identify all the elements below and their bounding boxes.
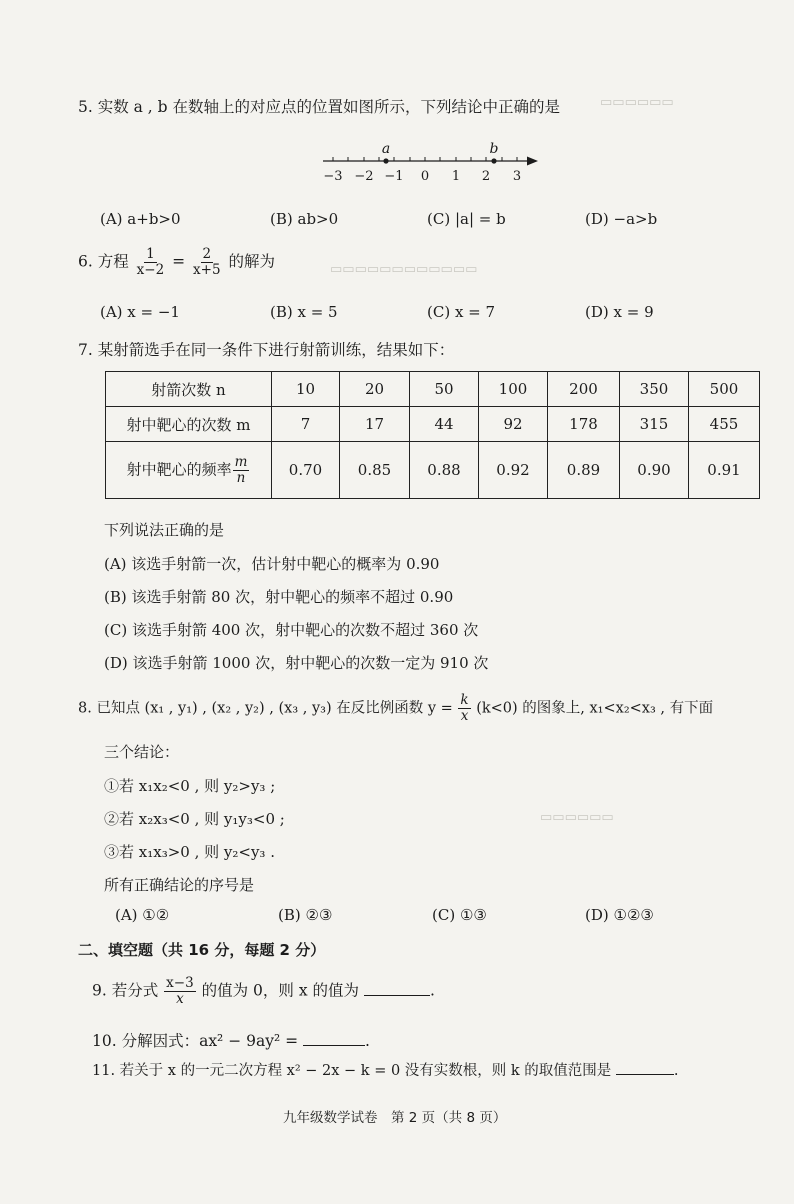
table-cell: 200 xyxy=(548,372,620,407)
q7-prompt: 下列说法正确的是 xyxy=(104,521,225,539)
q5-option-b: (B) ab>0 xyxy=(270,210,339,228)
axis-point-a-label: a xyxy=(381,141,391,157)
table-cell: 0.70 xyxy=(272,442,340,499)
q9-answer-blank[interactable] xyxy=(364,995,430,996)
q10-answer-blank[interactable] xyxy=(303,1045,365,1046)
q6-option-d: (D) x = 9 xyxy=(585,303,654,321)
q8-stem-part-c: 三个结论： xyxy=(104,743,180,761)
q5-option-c: (C) |a| = b xyxy=(427,210,506,228)
table-cell: 0.88 xyxy=(410,442,479,499)
q9-stem: 9. 若分式 $\frac{x-3}{x}$ 的值为 0，则 x 的值为 . xyxy=(92,975,435,1007)
table-cell: 17 xyxy=(340,407,410,442)
q6-fraction-2: $\frac{2}{x+5}$ xyxy=(193,246,221,278)
table-row xyxy=(106,407,760,442)
q5-option-a: (A) a+b>0 xyxy=(100,210,181,228)
row-label-attempts: 射箭次数 n xyxy=(106,372,272,407)
q8-option-d: (D) ①②③ xyxy=(585,906,654,924)
axis-tick-label: 1 xyxy=(451,169,461,184)
q11-text: 11. 若关于 x 的一元二次方程 x² − 2x − k = 0 没有实数根，则 k 的取值范围是 xyxy=(92,1063,612,1079)
q8-prompt: 所有正确结论的序号是 xyxy=(104,876,255,894)
q8-option-c: (C) ①③ xyxy=(432,906,487,924)
q10-text: 10. 分解因式：ax² − 9ay² = xyxy=(92,1032,299,1050)
q5-option-d: (D) −a>b xyxy=(585,210,658,228)
table-cell: 0.90 xyxy=(620,442,689,499)
axis-tick-label: 3 xyxy=(512,169,522,184)
q8-function-fraction: $\frac{k}{x}$ xyxy=(460,692,469,724)
bleed-through: ▭▭▭▭▭▭ xyxy=(600,95,674,110)
table-cell: 10 xyxy=(272,372,340,407)
table-cell: 0.91 xyxy=(689,442,760,499)
row-label-rate: 射中靶心的频率 $\frac{m}{n}$ xyxy=(106,442,272,499)
table-cell: 92 xyxy=(479,407,548,442)
section-title: 二、填空题（共 16 分，每题 2 分） xyxy=(78,941,326,959)
axis-tick-label: 0 xyxy=(420,169,430,184)
table-cell: 50 xyxy=(410,372,479,407)
axis-point-b-label: b xyxy=(489,141,499,157)
axis-tick-label: −3 xyxy=(323,169,343,184)
table-cell: 0.92 xyxy=(479,442,548,499)
q6-fraction-1: $\frac{1}{x-2}$ xyxy=(136,246,165,278)
table-cell: 0.85 xyxy=(340,442,410,499)
q6-option-a: (A) x = −1 xyxy=(100,303,180,321)
row-label-hits: 射中靶心的次数 m xyxy=(106,407,272,442)
q6-equals: = xyxy=(172,252,186,271)
archery-frequency-table xyxy=(105,371,760,499)
q11-stem: 11. 若关于 x 的一元二次方程 x² − 2x − k = 0 没有实数根，则 k 的取值范围是 . xyxy=(92,1063,679,1079)
number-line-diagram xyxy=(318,140,548,186)
table-cell: 20 xyxy=(340,372,410,407)
q8-option-a: (A) ①② xyxy=(115,906,170,924)
q7-option-b: (B) 该选手射箭 80 次，射中靶心的频率不超过 0.90 xyxy=(104,588,454,606)
rate-fraction: $\frac{m}{n}$ xyxy=(234,453,248,486)
q11-answer-blank[interactable] xyxy=(616,1074,674,1075)
axis-tick-label: 2 xyxy=(481,169,491,184)
table-cell: 455 xyxy=(689,407,760,442)
q5-stem: 5. 实数 a , b 在数轴上的对应点的位置如图所示，下列结论中正确的是 xyxy=(78,98,561,116)
q10-stem: 10. 分解因式：ax² − 9ay² = . xyxy=(92,1032,370,1050)
q8-stem xyxy=(78,693,713,724)
table-row xyxy=(106,372,760,407)
q7-option-a: (A) 该选手射箭一次，估计射中靶心的概率为 0.90 xyxy=(104,555,440,573)
axis-tick-label: −2 xyxy=(354,169,374,184)
q6-suffix: 的解为 xyxy=(228,252,276,271)
table-cell: 315 xyxy=(620,407,689,442)
axis-tick-label: −1 xyxy=(384,169,404,184)
q7-option-c: (C) 该选手射箭 400 次，射中靶心的次数不超过 360 次 xyxy=(104,621,479,639)
table-cell: 7 xyxy=(272,407,340,442)
page-footer: 九年级数学试卷 第 2 页（共 8 页） xyxy=(283,1110,507,1126)
q9-fraction: $\frac{x-3}{x}$ xyxy=(166,975,194,1007)
q8-conclusion-3: ③若 x₁x₃>0 , 则 y₂<y₃ . xyxy=(104,843,275,861)
q8-stem-part-a: 8. 已知点 (x₁ , y₁) , (x₂ , y₂) , (x₃ , y₃) 在反比例函数 y = xyxy=(78,700,453,717)
q8-stem-part-b: (k<0) 的图象上, x₁<x₂<x₃ , 有下面 xyxy=(476,700,714,717)
table-cell: 100 xyxy=(479,372,548,407)
q9-suffix: 的值为 0，则 x 的值为 xyxy=(201,981,359,1000)
table-row xyxy=(106,442,760,499)
table-cell: 500 xyxy=(689,372,760,407)
q7-stem: 7. 某射箭选手在同一条件下进行射箭训练，结果如下： xyxy=(78,341,455,359)
table-cell: 178 xyxy=(548,407,620,442)
q6-option-b: (B) x = 5 xyxy=(270,303,338,321)
q6-prefix: 6. 方程 xyxy=(78,252,129,271)
q6-option-c: (C) x = 7 xyxy=(427,303,496,321)
q8-conclusion-2: ②若 x₂x₃<0 , 则 y₁y₃<0 ; xyxy=(104,810,285,828)
table-cell: 350 xyxy=(620,372,689,407)
bleed-through: ▭▭▭▭▭▭▭▭▭▭▭▭ xyxy=(330,262,478,277)
q6-stem xyxy=(78,247,275,278)
table-cell: 44 xyxy=(410,407,479,442)
table-cell: 0.89 xyxy=(548,442,620,499)
q8-option-b: (B) ②③ xyxy=(278,906,333,924)
q9-prefix: 9. 若分式 xyxy=(92,981,159,1000)
q7-option-d: (D) 该选手射箭 1000 次，射中靶心的次数一定为 910 次 xyxy=(104,654,489,672)
q8-conclusion-1: ①若 x₁x₂<0 , 则 y₂>y₃ ; xyxy=(104,777,276,795)
bleed-through: ▭▭▭▭▭▭ xyxy=(540,810,614,825)
